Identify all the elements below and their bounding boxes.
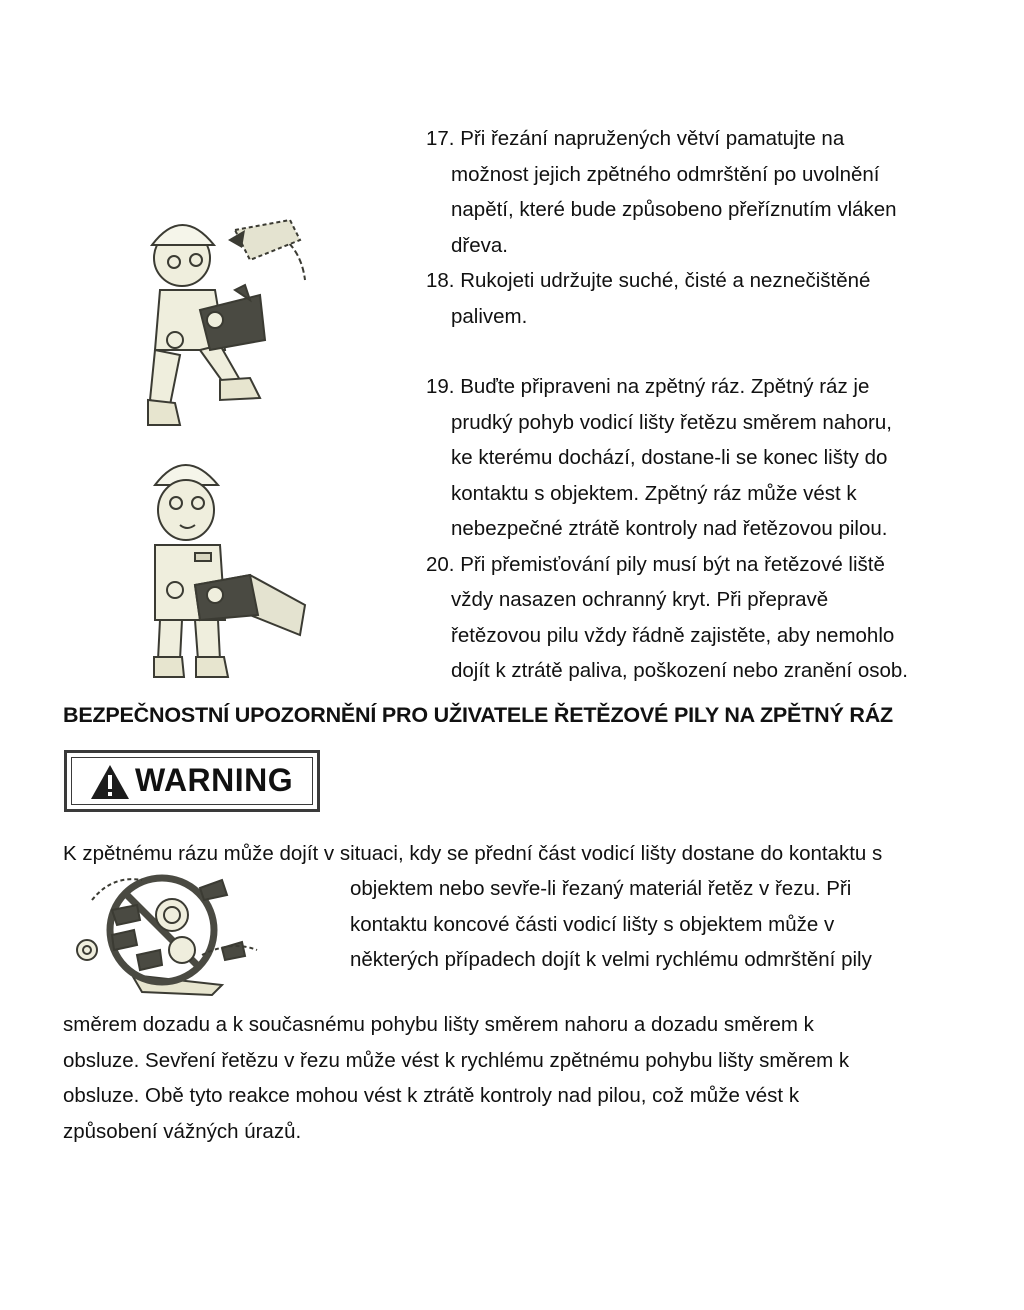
item-number: 20. (426, 552, 455, 576)
paragraph-line: způsobení vážných úrazů. (63, 1119, 302, 1143)
kickback-paragraph-first-line: K zpětnému rázu může dojít v situaci, kdy se přední část vodicí lišty dostane do kontaktu s (63, 842, 883, 865)
item-number: 19. (426, 375, 455, 398)
item-number: 17. (426, 127, 455, 150)
worker-holding-chainsaw-illustration (140, 445, 310, 685)
item-text-line: kontaktu s objektem. Zpětný ráz může vést k (451, 481, 857, 505)
safety-instructions-list (426, 121, 986, 689)
list-item (426, 369, 986, 547)
item-text-line: řetězovou pilu vždy řádně zajistěte, aby nemohlo (451, 623, 895, 647)
warning-label: WARNING (135, 762, 294, 798)
item-text-line: napětí, které bude způsobeno přeříznutím vláken (451, 198, 897, 221)
paragraph-line: objektem nebo sevře-li řezaný materiál řetěz v řezu. Při (350, 877, 852, 900)
paragraph-line: kontaktu koncové části vodicí lišty s objektem může v (350, 912, 835, 936)
item-text-line: vždy nasazen ochranný kryt. Při přepravě (451, 588, 829, 611)
item-text-line: Rukojeti udržujte suché, čisté a neznečištěné (460, 269, 871, 292)
warning-box (64, 750, 320, 812)
item-text-line: Buďte připraveni na zpětný ráz. Zpětný ráz je (460, 375, 870, 398)
kickback-worker-illustration (140, 200, 310, 440)
item-number: 18. (426, 269, 455, 292)
item-text-line: dřeva. (451, 233, 508, 257)
kickback-paragraph-continuation (63, 1007, 963, 1149)
item-text-line: Při řezání napružených větví pamatujte na (460, 127, 845, 150)
paragraph-line: některých případech dojít k velmi rychlému odmrštění pily (350, 948, 872, 971)
item-text-line: Při přemisťování pily musí být na řetězové liště (460, 552, 885, 576)
kickback-paragraph-side-text (350, 871, 970, 978)
item-text-line: prudký pohyb vodicí lišty řetězu směrem nahoru, (451, 410, 892, 434)
section-heading: BEZPEČNOSTNÍ UPOZORNĚNÍ PRO UŽIVATELE ŘETĚZOVÉ PILY NA ZPĚTNÝ RÁZ (63, 703, 893, 727)
list-item (426, 547, 986, 689)
paragraph-line: obsluze. Obě tyto reakce mohou vést k ztrátě kontroly nad pilou, což může vést k (63, 1084, 800, 1107)
kickback-prohibited-illustration (72, 870, 272, 998)
item-text-line: nebezpečné ztrátě kontroly nad řetězovou pilou. (451, 517, 888, 540)
warning-triangle-icon (89, 763, 131, 801)
item-text-line: ke kterému dochází, dostane-li se konec lišty do (451, 446, 888, 469)
list-item (426, 263, 986, 334)
item-text-line: dojít k ztrátě paliva, poškození nebo zranění osob. (451, 659, 908, 682)
paragraph-line: směrem dozadu a k současnému pohybu lišty směrem nahoru a dozadu směrem k (63, 1013, 814, 1036)
list-item (426, 121, 986, 263)
item-text-line: možnost jejich zpětného odmrštění po uvolnění (451, 162, 880, 186)
paragraph-line: obsluze. Sevření řetězu v řezu může vést k rychlému zpětnému pohybu lišty směrem k (63, 1048, 850, 1072)
item-text-line: palivem. (451, 304, 528, 328)
